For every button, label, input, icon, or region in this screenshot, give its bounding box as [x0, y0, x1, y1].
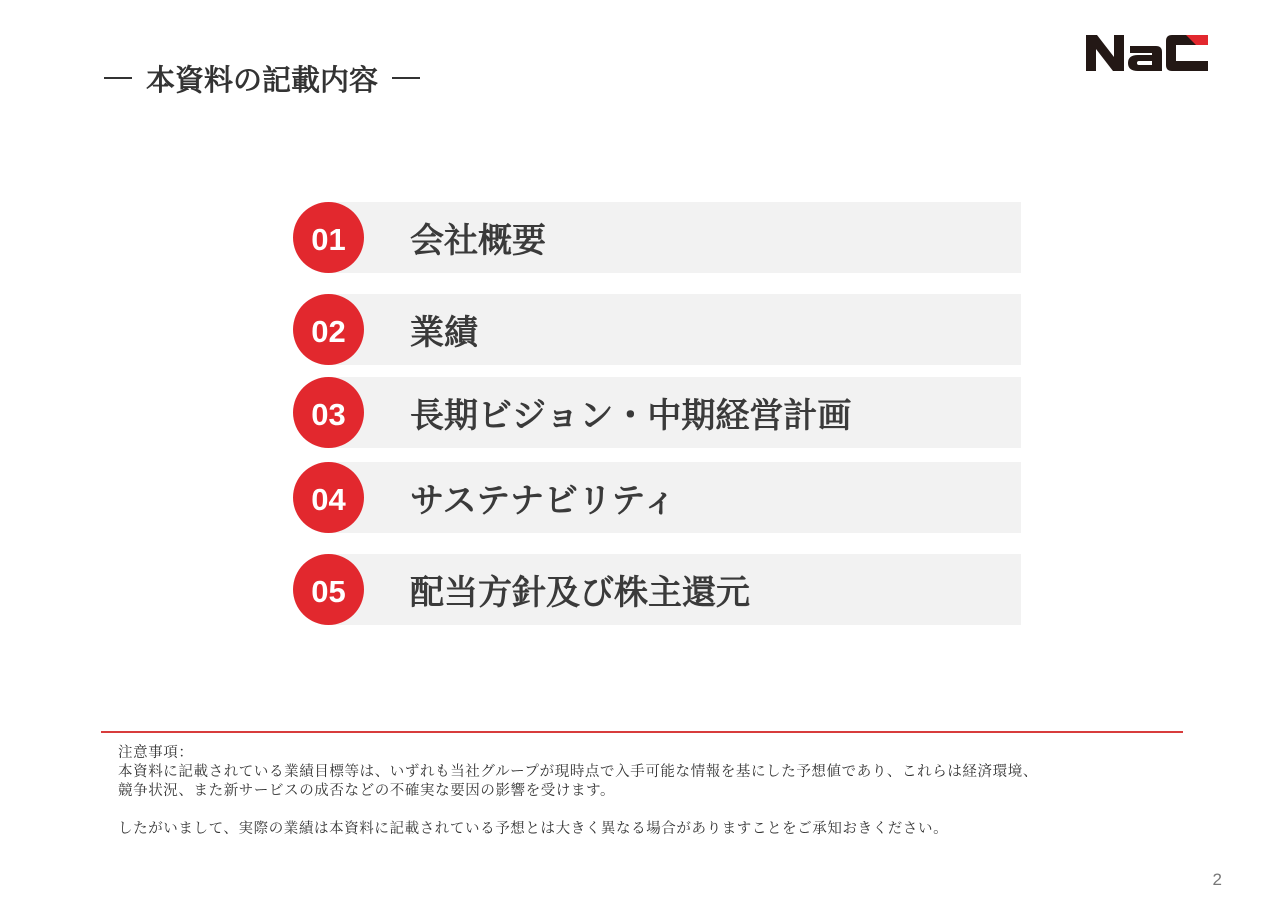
disclaimer-notes — [118, 744, 1188, 839]
company-logo — [1086, 33, 1208, 73]
agenda-label: 長期ビジョン・中期経営計画 — [410, 396, 852, 436]
agenda-label: サステナビリティ — [410, 481, 677, 521]
agenda-number-badge: 01 — [293, 202, 364, 273]
agenda-number-badge: 04 — [293, 462, 364, 533]
notes-paragraph-1-line-2: 競争状況、また新サービスの成否などの不確実な要因の影響を受けます。 — [118, 783, 616, 799]
page-title-text: 本資料の記載内容 — [146, 62, 379, 97]
agenda-item-05 — [293, 554, 1021, 625]
agenda-item-04 — [293, 462, 1021, 533]
agenda-number-badge: 02 — [293, 294, 364, 365]
notes-paragraph-1-line-1: 本資料に記載されている業績目標等は、いずれも当社グループが現時点で入手可能な情報を基にした予想値であり、これらは経済環境、 — [118, 764, 1038, 780]
agenda-item-02 — [293, 294, 1021, 365]
logo-letter-n — [1086, 35, 1124, 71]
logo-letter-a — [1128, 46, 1162, 71]
title-dash-left — [104, 77, 132, 79]
agenda-label: 業績 — [410, 313, 478, 353]
agenda-number-badge: 03 — [293, 377, 364, 448]
agenda-label: 配当方針及び株主還元 — [410, 573, 750, 613]
page-number: 2 — [1212, 870, 1222, 889]
agenda-label: 会社概要 — [410, 221, 546, 261]
agenda-item-03 — [293, 377, 1021, 448]
notes-heading: 注意事項： — [118, 745, 194, 761]
notes-paragraph-2: したがいまして、実際の業績は本資料に記載されている予想とは大きく異なる場合がありますことをご承知おきください。 — [118, 821, 949, 837]
notes-divider — [101, 731, 1183, 733]
agenda-item-01 — [293, 202, 1021, 273]
agenda-number-badge: 05 — [293, 554, 364, 625]
notes-spacer — [118, 801, 1188, 820]
